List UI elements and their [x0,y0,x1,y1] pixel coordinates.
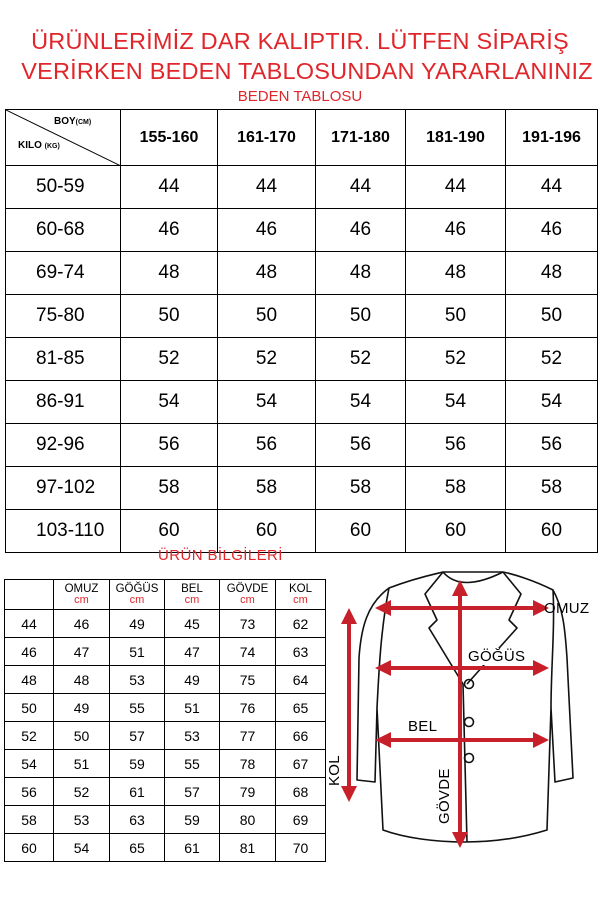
measure-value-cell: 61 [110,778,165,806]
product-table-header-row [5,580,326,610]
measure-value-cell: 74 [220,638,276,666]
measure-value-cell: 80 [220,806,276,834]
size-cell: 52 [121,338,218,381]
size-table-row [6,252,598,295]
product-size-cell: 58 [5,806,54,834]
product-size-cell: 46 [5,638,54,666]
size-cell: 50 [218,295,316,338]
measure-value-cell: 45 [165,610,220,638]
kilo-range-cell: 60-68 [6,209,121,252]
product-table-row [5,722,326,750]
measure-unit: cm [293,593,308,606]
size-cell: 48 [506,252,598,295]
measure-column-header [54,580,110,610]
measure-column-header [165,580,220,610]
measure-value-cell: 65 [276,694,326,722]
size-cell: 60 [316,510,406,553]
size-cell: 56 [121,424,218,467]
size-cell: 60 [406,510,506,553]
size-cell: 46 [406,209,506,252]
size-cell: 58 [121,467,218,510]
size-cell: 52 [406,338,506,381]
size-cell: 44 [316,166,406,209]
measure-unit: cm [184,593,200,606]
measure-value-cell: 49 [54,694,110,722]
notice-line-2: VERİRKEN BEDEN TABLOSUNDAN YARARLANINIZ [21,58,593,84]
measure-value-cell: 55 [165,750,220,778]
button-3 [465,754,474,763]
kilo-range-cell: 92-96 [6,424,121,467]
size-cell: 60 [506,510,598,553]
measure-column-header [276,580,326,610]
size-table-row [6,424,598,467]
product-info-title: ÜRÜN BİLGİLERİ [158,547,283,564]
product-table-row [5,666,326,694]
measure-label: GÖVDE [226,582,269,595]
size-cell: 46 [506,209,598,252]
button-2 [465,718,474,727]
measure-unit: cm [74,593,89,606]
measure-value-cell: 75 [220,666,276,694]
measure-unit: cm [240,593,255,606]
measure-value-cell: 68 [276,778,326,806]
size-cell: 46 [316,209,406,252]
size-table-header-row [6,110,598,166]
size-cell: 50 [406,295,506,338]
measure-label: BEL [181,582,203,595]
label-bel: BEL [408,718,438,735]
measure-value-cell: 53 [110,666,165,694]
size-cell: 52 [506,338,598,381]
measure-value-cell: 46 [54,610,110,638]
height-column-header: 161-170 [218,110,316,166]
measure-value-cell: 59 [165,806,220,834]
measure-value-cell: 81 [220,834,276,862]
size-cell: 56 [506,424,598,467]
measure-column-header [110,580,165,610]
size-cell: 48 [121,252,218,295]
size-cell: 54 [406,381,506,424]
size-cell: 58 [316,467,406,510]
kilo-range-cell: 97-102 [6,467,121,510]
measure-value-cell: 52 [54,778,110,806]
kilo-range-cell: 103-110 [6,510,121,553]
product-table-row [5,694,326,722]
size-table-title: BEDEN TABLOSU [237,88,363,105]
kilo-range-cell: 75-80 [6,295,121,338]
notice-line-1: ÜRÜNLERİMİZ DAR KALIPTIR. LÜTFEN SİPARİŞ [31,28,569,54]
boy-label: BOY(CM) [54,116,92,127]
measure-value-cell: 50 [54,722,110,750]
measure-value-cell: 51 [165,694,220,722]
product-size-cell: 52 [5,722,54,750]
measure-value-cell: 69 [276,806,326,834]
size-cell: 58 [218,467,316,510]
product-size-cell: 48 [5,666,54,694]
size-cell: 54 [506,381,598,424]
product-size-cell: 60 [5,834,54,862]
size-table-row [6,467,598,510]
size-cell: 58 [406,467,506,510]
product-table-row [5,778,326,806]
measure-value-cell: 64 [276,666,326,694]
product-table-row [5,638,326,666]
measure-value-cell: 47 [54,638,110,666]
product-size-cell: 44 [5,610,54,638]
size-cell: 58 [506,467,598,510]
measure-value-cell: 78 [220,750,276,778]
measure-value-cell: 57 [110,722,165,750]
height-column-header: 171-180 [316,110,406,166]
measure-value-cell: 67 [276,750,326,778]
measure-value-cell: 49 [110,610,165,638]
measure-unit: cm [129,593,145,606]
label-govde: GÖVDE [436,768,453,824]
size-cell: 48 [316,252,406,295]
height-column-header: 155-160 [121,110,218,166]
measure-value-cell: 54 [54,834,110,862]
measure-value-cell: 51 [110,638,165,666]
measure-label: OMUZ [64,582,99,595]
measure-value-cell: 76 [220,694,276,722]
size-cell: 46 [218,209,316,252]
kilo-range-cell: 50-59 [6,166,121,209]
label-kol: KOL [326,755,343,786]
size-cell: 46 [121,209,218,252]
size-table-row [6,338,598,381]
product-table-row [5,750,326,778]
measure-value-cell: 70 [276,834,326,862]
measure-value-cell: 63 [110,806,165,834]
kilo-label: KILO (KG) [18,140,60,151]
size-cell: 52 [316,338,406,381]
size-cell: 50 [506,295,598,338]
size-cell: 44 [121,166,218,209]
kilo-range-cell: 86-91 [6,381,121,424]
jacket-outline [357,572,573,842]
measure-value-cell: 59 [110,750,165,778]
size-table-row [6,209,598,252]
product-corner-cell [5,580,54,610]
size-cell: 52 [218,338,316,381]
label-gogus: GÖĞÜS [468,648,526,665]
kilo-range-cell: 81-85 [6,338,121,381]
height-column-header: 181-190 [406,110,506,166]
measure-value-cell: 77 [220,722,276,750]
measure-value-cell: 51 [54,750,110,778]
size-table-row [6,166,598,209]
product-table-row [5,610,326,638]
measure-value-cell: 53 [165,722,220,750]
kilo-range-cell: 69-74 [6,252,121,295]
measure-value-cell: 47 [165,638,220,666]
measure-value-cell: 65 [110,834,165,862]
product-info-table [4,579,326,862]
product-size-cell: 56 [5,778,54,806]
measure-label: GÖĞÜS [115,582,159,595]
product-table-row [5,806,326,834]
size-cell: 54 [121,381,218,424]
measure-value-cell: 55 [110,694,165,722]
measure-label: KOL [288,582,312,595]
size-cell: 60 [218,510,316,553]
product-size-cell: 50 [5,694,54,722]
size-cell: 56 [406,424,506,467]
size-cell: 50 [316,295,406,338]
label-omuz: OMUZ [544,600,590,617]
measure-value-cell: 79 [220,778,276,806]
measure-value-cell: 61 [165,834,220,862]
measure-value-cell: 53 [54,806,110,834]
size-cell: 48 [406,252,506,295]
measure-column-header [220,580,276,610]
size-cell: 54 [218,381,316,424]
measure-value-cell: 73 [220,610,276,638]
boy-kilo-corner-cell [6,110,121,166]
measure-value-cell: 48 [54,666,110,694]
size-cell: 44 [406,166,506,209]
product-size-cell: 54 [5,750,54,778]
measure-value-cell: 57 [165,778,220,806]
size-cell: 44 [506,166,598,209]
height-column-header: 191-196 [506,110,598,166]
size-cell: 54 [316,381,406,424]
product-table-row [5,834,326,862]
measure-value-cell: 62 [276,610,326,638]
size-table [5,109,598,553]
measure-value-cell: 66 [276,722,326,750]
size-table-row [6,510,598,553]
size-cell: 50 [121,295,218,338]
size-cell: 60 [121,510,218,553]
measure-value-cell: 63 [276,638,326,666]
size-table-row [6,295,598,338]
size-table-row [6,381,598,424]
measure-value-cell: 49 [165,666,220,694]
size-cell: 44 [218,166,316,209]
size-cell: 56 [316,424,406,467]
size-cell: 48 [218,252,316,295]
size-cell: 56 [218,424,316,467]
